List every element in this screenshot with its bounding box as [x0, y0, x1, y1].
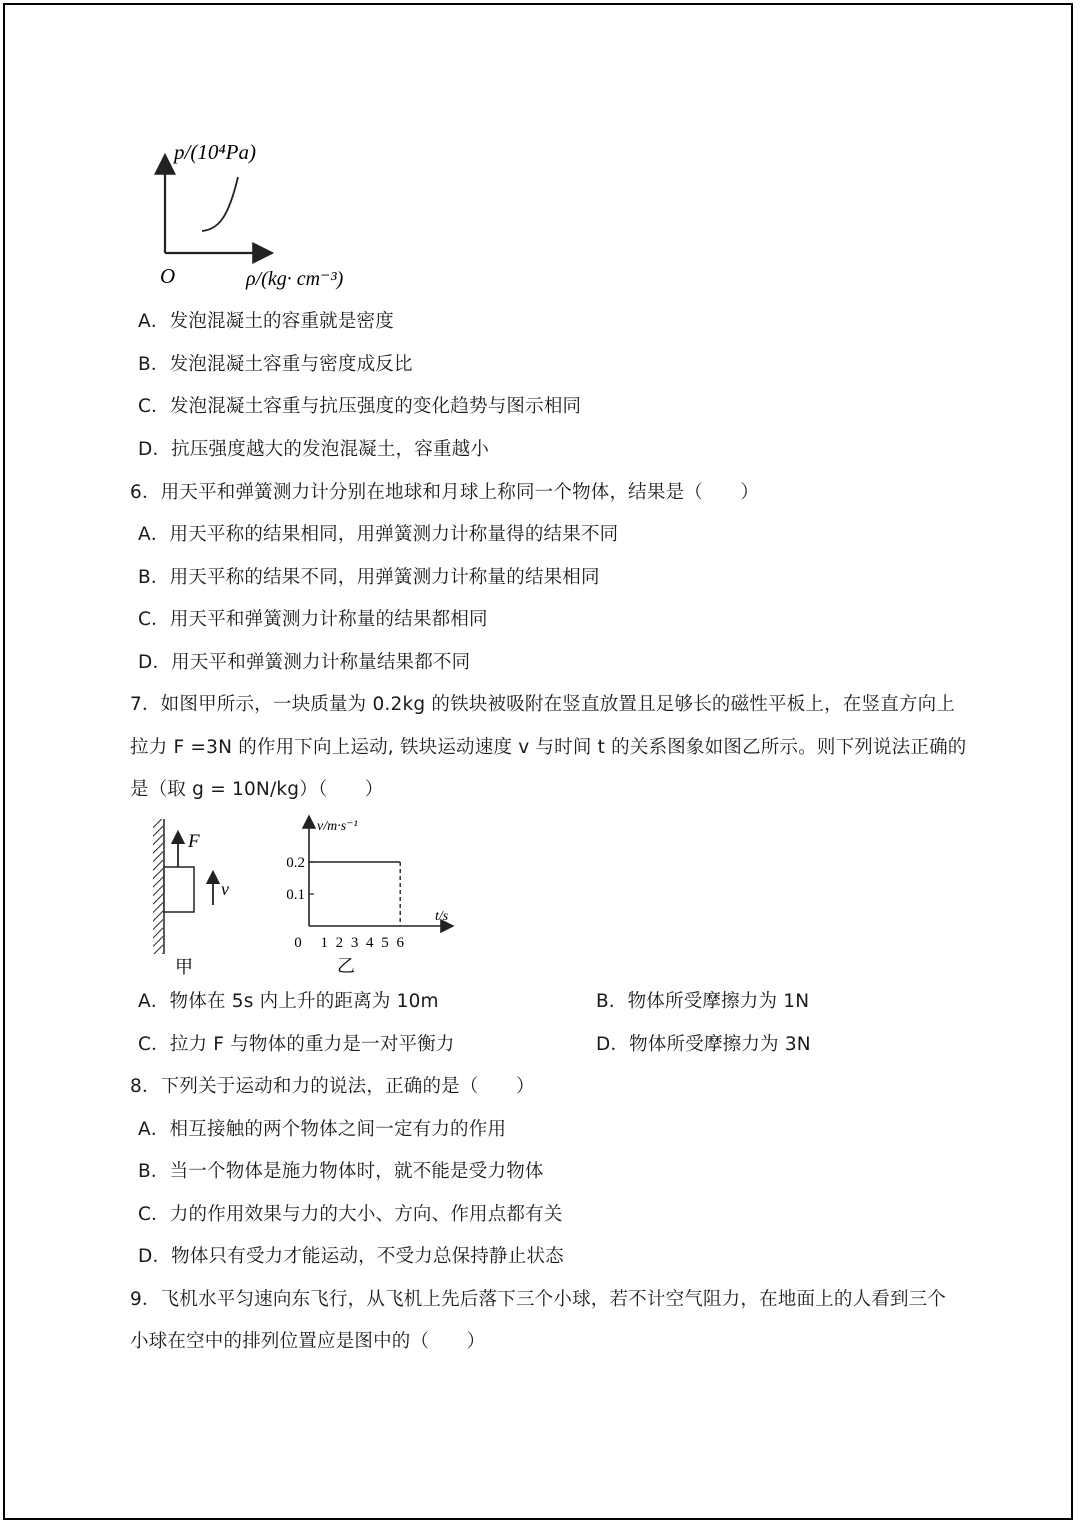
q6-option-c: C．用天平和弹簧测力计称量的结果都相同 [138, 609, 488, 630]
force-label: F [188, 831, 200, 852]
figure-yi-vt-chart [275, 812, 465, 980]
q6-option-a: A．用天平称的结果相同，用弹簧测力计称量得的结果不同 [138, 524, 619, 545]
vt-ytick-label-0-1: 0.1 [286, 887, 305, 903]
vt-xtick-label-3: 3 [350, 935, 359, 951]
vt-xtick-label-2: 2 [335, 935, 344, 951]
vt-xtick-label-0: 0 [294, 935, 302, 951]
velocity-label: v [221, 879, 229, 899]
figure-yi-caption: 乙 [337, 956, 355, 976]
curve [202, 177, 238, 231]
q5-option-a: A．发泡混凝土的容重就是密度 [138, 311, 394, 332]
vt-xtick-label-1: 1 [320, 935, 328, 951]
q7-option-a: A．物体在 5s 内上升的距离为 10m [138, 991, 439, 1012]
q8-option-d: D．物体只有受力才能运动，不受力总保持静止状态 [138, 1246, 564, 1267]
origin-label: O [160, 264, 176, 288]
vt-y-axis-label: v/m·s⁻¹ [317, 819, 358, 834]
vt-ytick-label-0-2: 0.2 [286, 855, 305, 871]
q6-option-b: B．用天平称的结果不同，用弹簧测力计称量的结果相同 [138, 567, 600, 588]
q7-stem-line-1: 7．如图甲所示，一块质量为 0.2kg 的铁块被吸附在竖直放置且足够长的磁性平板上，在竖直方向上 [130, 694, 956, 715]
q7-stem-line-2: 拉力 F =3N 的作用下向上运动, 铁块运动速度 v 与时间 t 的关系图象如图乙所示。则下列说法正确的 [130, 737, 967, 758]
q5-option-c: C．发泡混凝土容重与抗压强度的变化趋势与图示相同 [138, 396, 582, 417]
q8-option-b: B．当一个物体是施力物体时，就不能是受力物体 [138, 1161, 544, 1182]
figure-jia-caption: 甲 [175, 957, 193, 977]
q7-option-c: C．拉力 F 与物体的重力是一对平衡力 [138, 1034, 455, 1055]
figure-jia [148, 815, 248, 980]
q9-stem-line-2: 小球在空中的排列位置应是图中的（ ） [130, 1331, 486, 1352]
x-axis-label: ρ/(kg· cm⁻³) [246, 268, 344, 290]
vt-x-axis-label: t/s [435, 909, 449, 924]
q5-option-d: D．抗压强度越大的发泡混凝土，容重越小 [138, 439, 490, 460]
q8-option-a: A．相互接触的两个物体之间一定有力的作用 [138, 1119, 507, 1140]
q6-option-d: D．用天平和弹簧测力计称量结果都不同 [138, 652, 471, 673]
vt-xtick-label-5: 5 [381, 935, 389, 951]
q7-option-b: B．物体所受摩擦力为 1N [596, 991, 810, 1012]
wall-hatching [153, 819, 163, 954]
iron-block [164, 867, 194, 912]
q6-stem: 6．用天平和弹簧测力计分别在地球和月球上称同一个物体，结果是（ ） [130, 482, 760, 503]
q9-stem-line-1: 9．飞机水平匀速向东飞行，从飞机上先后落下三个小球，若不计空气阻力，在地面上的人看到三个 [130, 1289, 947, 1310]
q5-option-b: B．发泡混凝土容重与密度成反比 [138, 354, 413, 375]
q7-option-d: D．物体所受摩擦力为 3N [596, 1034, 811, 1055]
q8-stem: 8．下列关于运动和力的说法，正确的是（ ） [130, 1076, 535, 1097]
pressure-density-graph [150, 135, 410, 300]
vt-xtick-label-6: 6 [396, 935, 404, 951]
vt-xtick-label-4: 4 [366, 935, 374, 951]
q7-stem-line-3: 是（取 g = 10N/kg）（ ） [130, 779, 384, 800]
q8-option-c: C．力的作用效果与力的大小、方向、作用点都有关 [138, 1204, 563, 1225]
y-axis-label: p/(10⁴Pa) [174, 140, 256, 164]
